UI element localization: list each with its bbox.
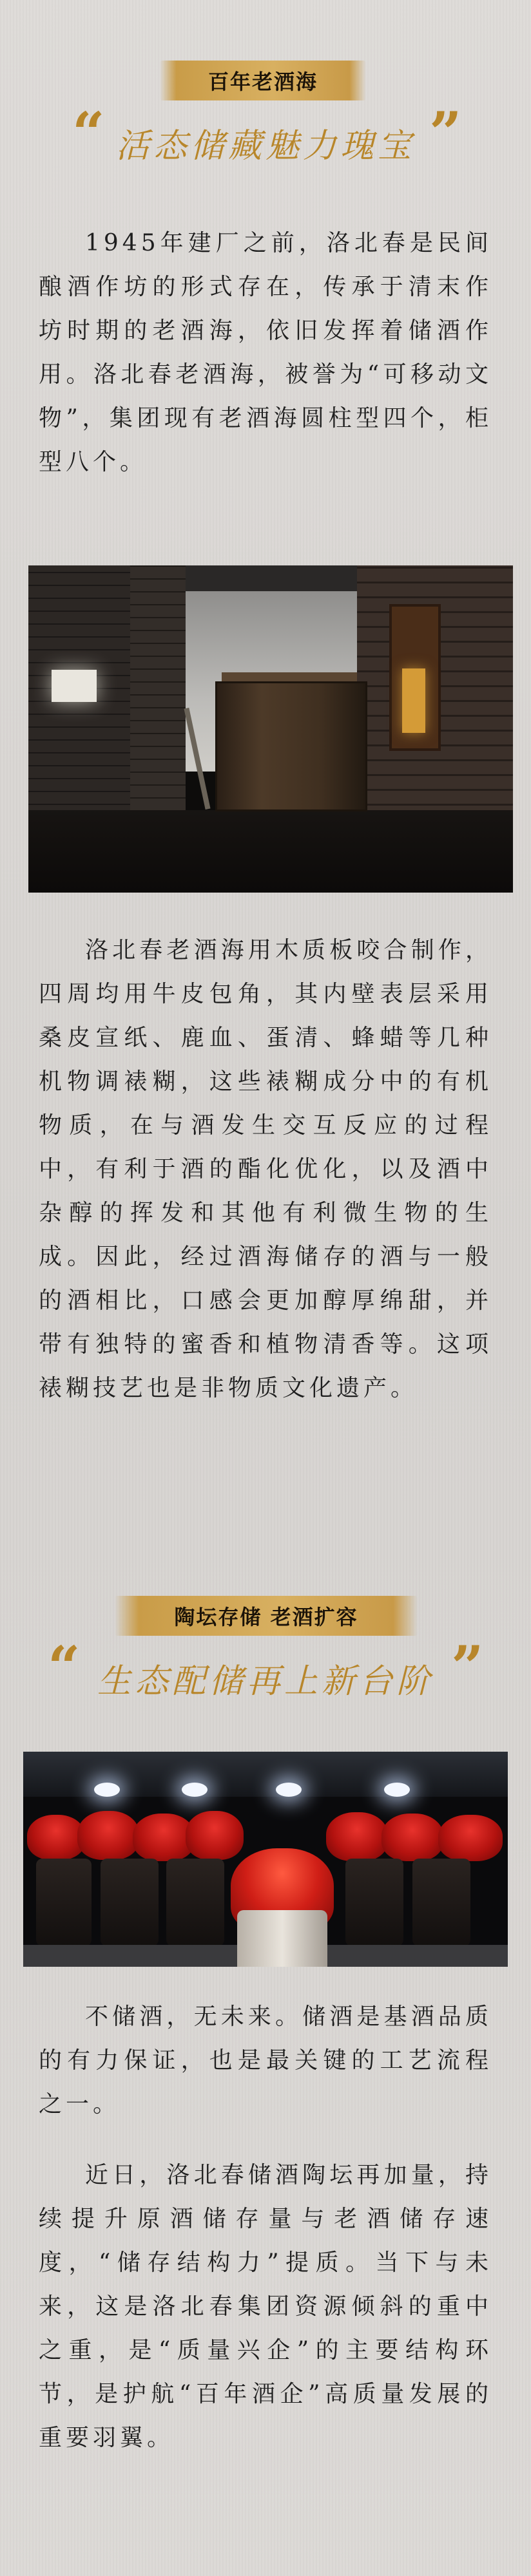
headline-quote-close: ” [429,99,462,166]
wine-sea-storage-photo [28,565,513,893]
section-headline: 活态储藏魅力瑰宝 [115,127,415,166]
storage-paragraph-2: 近日，洛北春储酒陶坛再加量，持续提升原酒储存量与老酒储存速度，“储存结构力”提质。当下与未来，这是洛北春集团资源倾斜的重中之重，是“质量兴企”的主要结构环节，是护航“百年酒企”高质量发展的重要羽翼。 [39,2162,492,2451]
section-tag-label-2: 陶坛存储 老酒扩容 [174,1605,358,1629]
intro-paragraph: 1945年建厂之前，洛北春是民间酿酒作坊的形式存在，传承于清末作坊时期的老酒海，依旧发挥着储酒作用。洛北春老酒海，被誉为“可移动文物”，集团现有老酒海圆柱型四个，柜型八个。 [39,230,492,475]
wine-sea-vat [215,681,367,811]
section-tag-label: 百年老酒海 [208,70,318,94]
section-tag-pottery-storage [115,1596,418,1636]
headline-quote-open: “ [72,99,105,166]
headline-quote-open-2: “ [48,1633,81,1700]
craft-paragraph: 洛北春老酒海用木质板咬合制作，四周均用牛皮包角，其内壁表层采用桑皮宣纸、鹿血、蛋清、蜂蜡等几种机物调裱糊，这些裱糊成分中的有机物质，在与酒发生交互反应的过程中，有利于酒的酯化优化，以及酒中杂醇的挥发和其他有利微生物的生成。因此，经过酒海储存的酒与一般的酒相比，口感会更加醇厚绵甜，并带有独特的蜜香和植物清香等。这项裱糊技艺也是非物质文化遗产。 [39,937,492,1401]
section-headline-2: 生态配储再上新台阶 [97,1662,434,1701]
section-tag-century-wine-sea [160,61,366,100]
pottery-jars-photo [23,1752,508,1967]
headline-quote-close-2: ” [451,1633,484,1700]
storage-paragraph-1: 不储酒，无未来。储酒是基酒品质的有力保证，也是最关键的工艺流程之一。 [39,2003,492,2117]
